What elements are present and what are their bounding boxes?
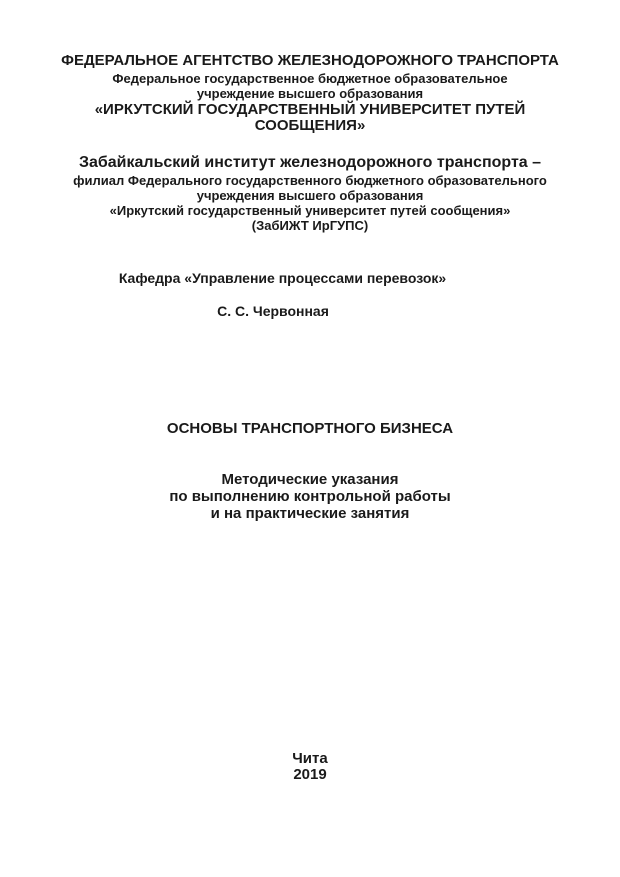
founder-line-2: учреждение высшего образования — [196, 86, 424, 101]
subtitle-line-3: и на практические занятия — [210, 505, 410, 522]
header-block — [0, 51, 620, 134]
author-name: С. С. Червонная — [217, 303, 329, 319]
branch-line-2: филиал Федерального государственного бюджетного образовательного — [73, 173, 547, 188]
branch-line-4: «Иркутский государственный университет путей сообщения» — [109, 203, 511, 218]
subtitle-line-1: Методические указания — [221, 471, 399, 488]
imprint-city: Чита — [292, 750, 328, 767]
founder-line-1: Федеральное государственное бюджетное образовательное — [112, 71, 508, 86]
subtitle-line-2: по выполнению контрольной работы — [169, 488, 451, 505]
department-name: Кафедра «Управление процессами перевозок» — [118, 270, 447, 286]
agency-name: ФЕДЕРАЛЬНОЕ АГЕНТСТВО ЖЕЛЕЗНОДОРОЖНОГО ТРАНСПОРТА — [61, 52, 559, 69]
document-title: ОСНОВЫ ТРАНСПОРТНОГО БИЗНЕСА — [166, 420, 454, 437]
subtitle-block — [0, 471, 620, 522]
university-name: «ИРКУТСКИЙ ГОСУДАРСТВЕННЫЙ УНИВЕРСИТЕТ ПУТЕЙ СООБЩЕНИЯ» — [94, 101, 526, 134]
imprint-year: 2019 — [293, 766, 327, 783]
branch-line-3: учреждения высшего образования — [196, 188, 424, 203]
imprint-block — [0, 751, 620, 783]
branch-institute-name: Забайкальский институт железнодорожного транспорта – — [78, 154, 542, 171]
branch-abbreviation: (ЗабИЖТ ИрГУПС) — [251, 218, 369, 233]
branch-block — [0, 152, 620, 233]
